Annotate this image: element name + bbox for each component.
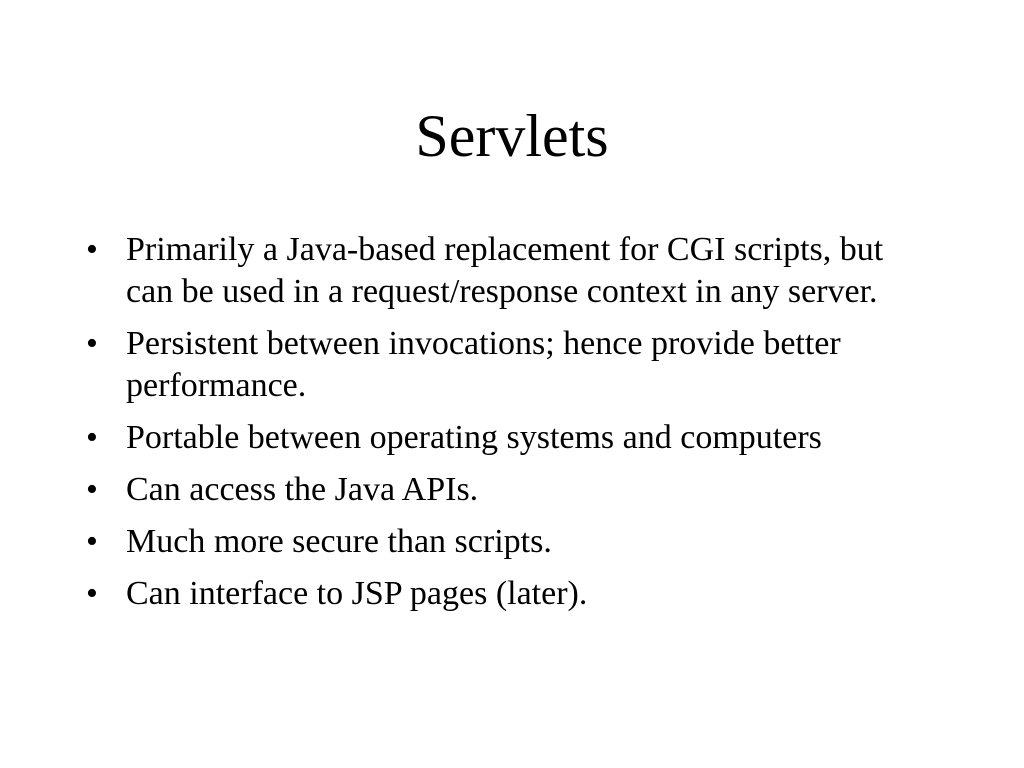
bullet-text: Can access the Java APIs. (126, 471, 479, 508)
bullet-list (82, 229, 902, 625)
bullet-item (82, 573, 902, 615)
bullet-item (82, 469, 902, 511)
bullet-text: Primarily a Java-based replacement for CGI scripts, but can be used in a request/response context in any server. (126, 231, 884, 310)
bullet-item (82, 229, 902, 313)
bullet-icon: • (86, 471, 98, 508)
bullet-icon: • (86, 575, 98, 612)
bullet-item (82, 323, 902, 407)
bullet-item (82, 521, 902, 563)
slide-title: Servlets (415, 103, 609, 169)
bullet-text: Can interface to JSP pages (later). (126, 575, 588, 612)
bullet-text: Portable between operating systems and computers (126, 419, 822, 456)
bullet-icon: • (86, 419, 98, 456)
bullet-icon: • (86, 325, 98, 362)
bullet-item (82, 417, 902, 459)
bullet-icon: • (86, 523, 98, 560)
bullet-text: Persistent between invocations; hence provide better performance. (126, 325, 841, 404)
bullet-icon: • (86, 231, 98, 268)
bullet-text: Much more secure than scripts. (126, 523, 552, 560)
